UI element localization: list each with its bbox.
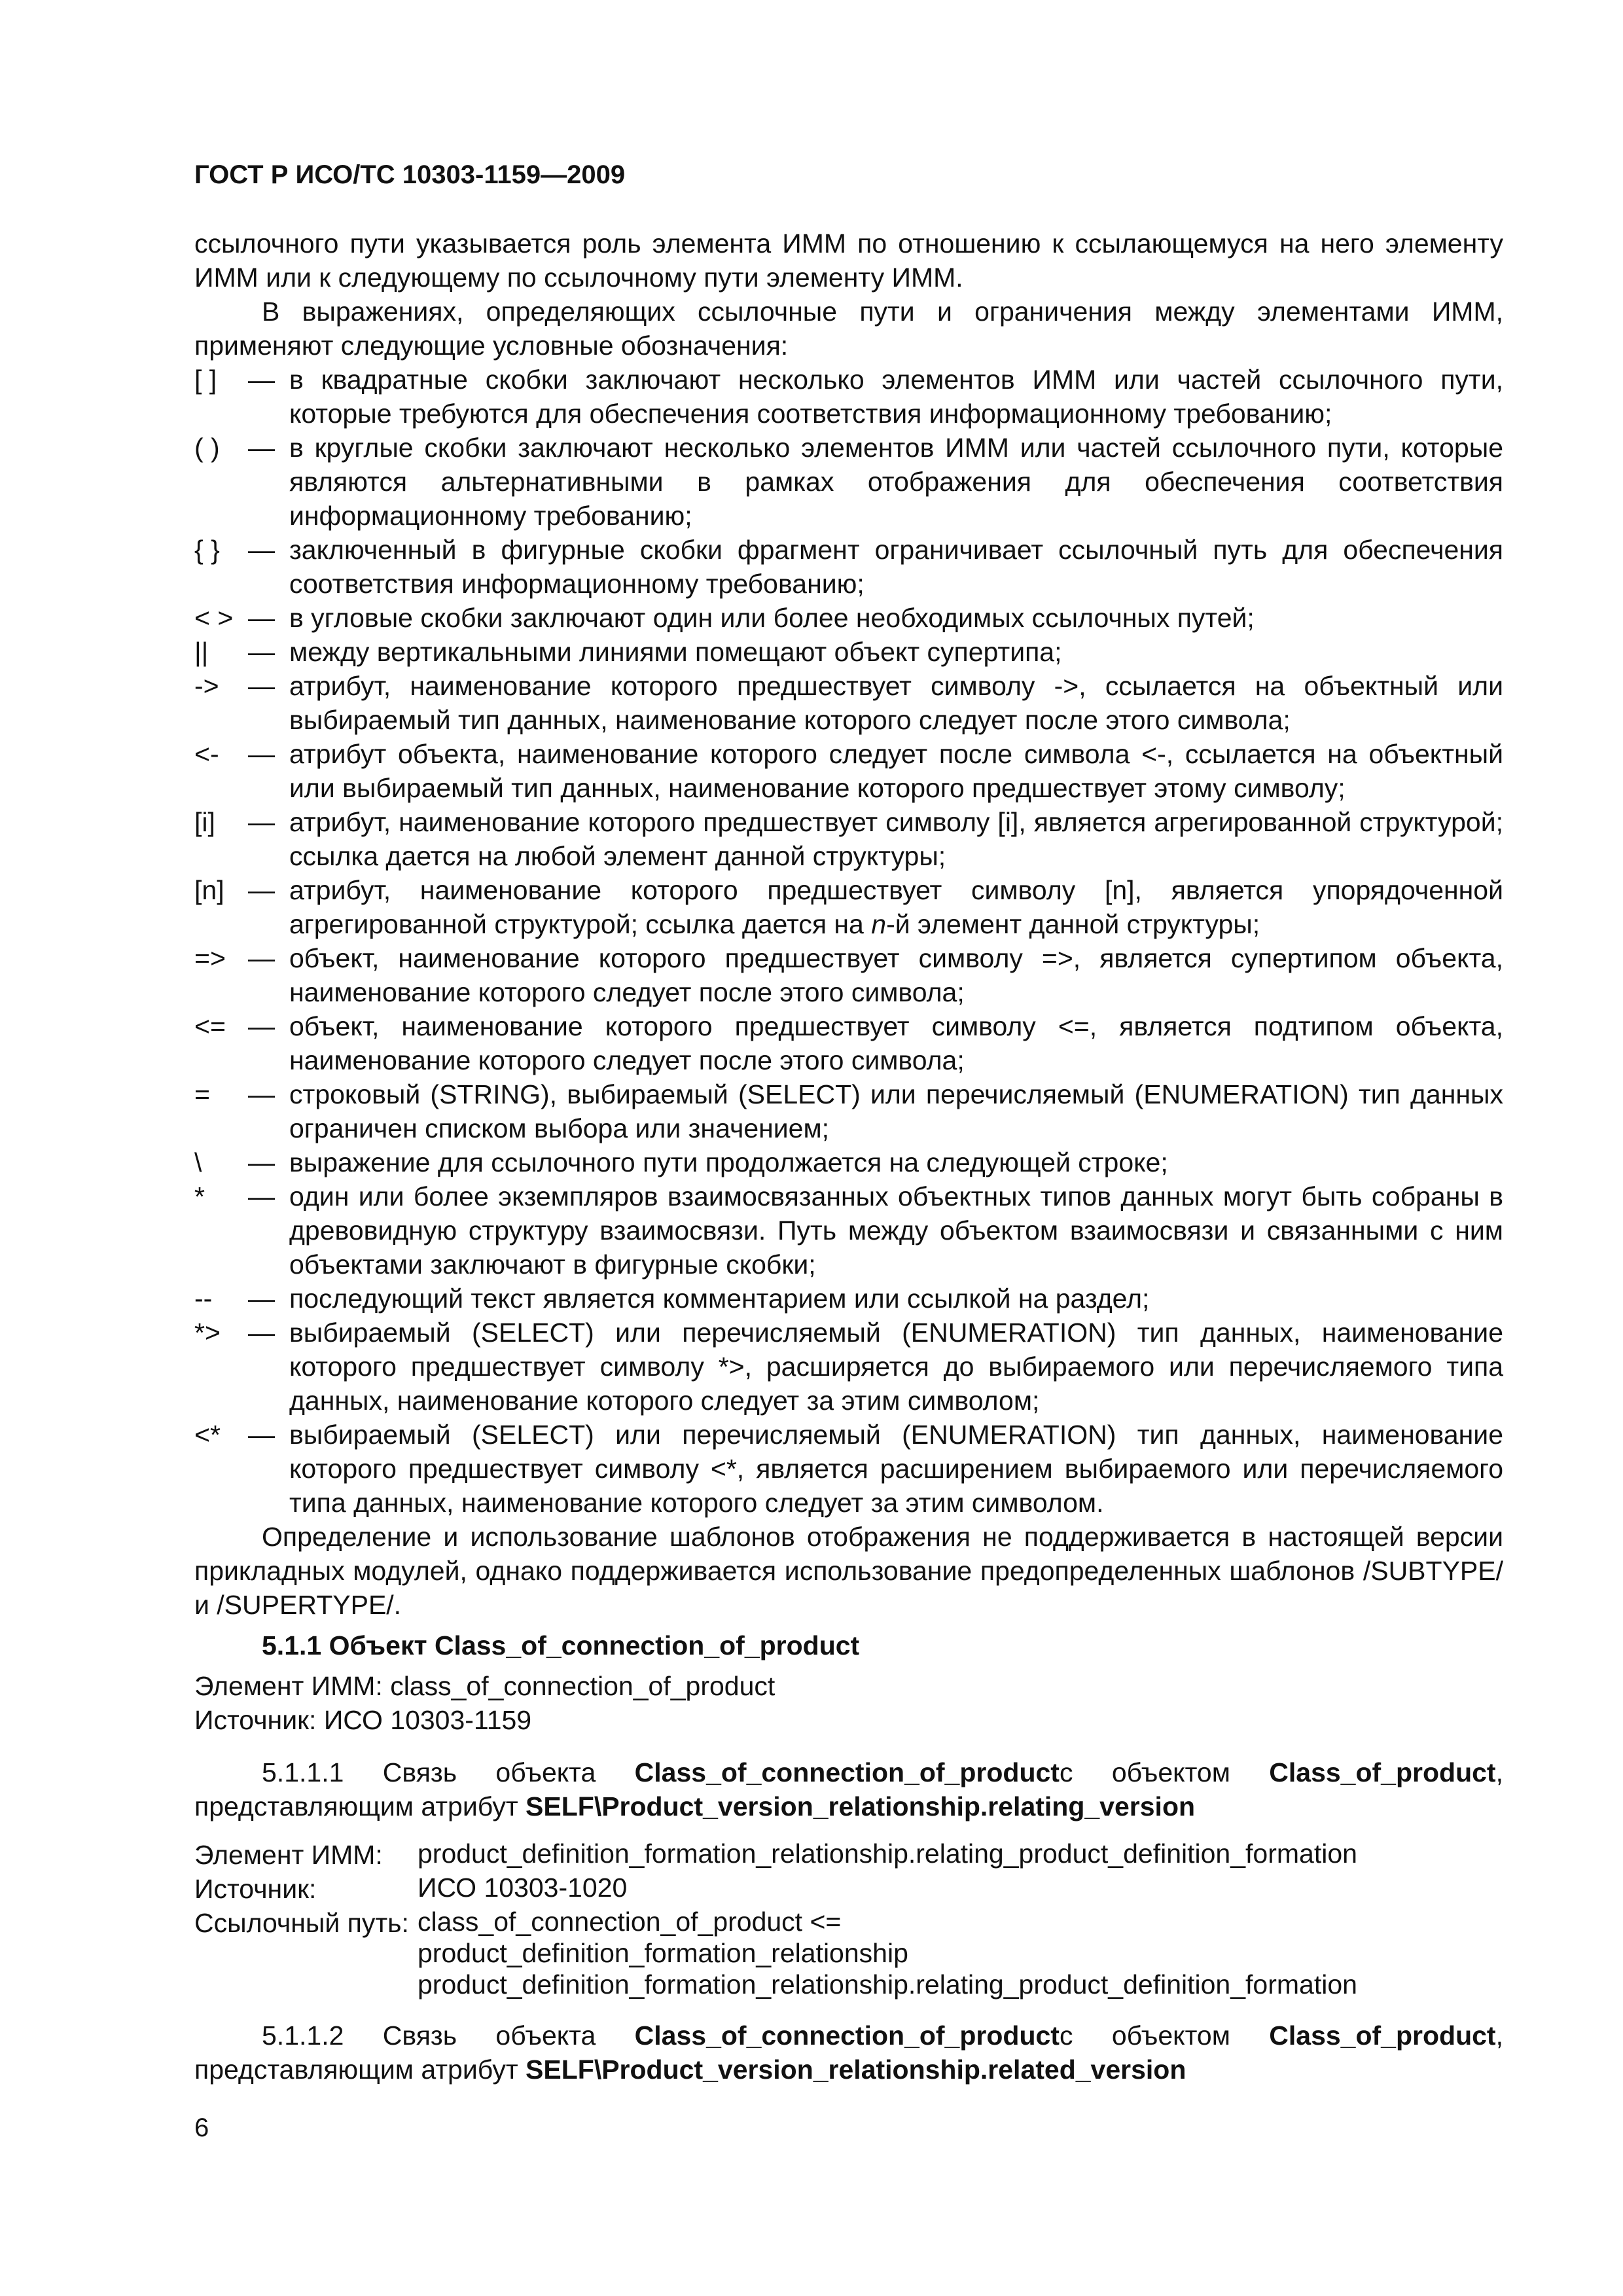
em-dash: — xyxy=(248,637,275,667)
subsection-number: 5.1.1.2 xyxy=(262,2020,344,2051)
mapping-row-source xyxy=(194,1872,1503,1906)
notation-symbol: [ ] xyxy=(194,365,217,395)
subsection-text: с объектом xyxy=(1059,2020,1230,2051)
mapping-row-path xyxy=(194,1906,1503,2000)
notation-symbol: < > xyxy=(194,603,234,633)
subsection-5-1-1-2-title xyxy=(194,2018,1503,2087)
notation-symbol: * xyxy=(194,1181,205,1211)
em-dash: — xyxy=(248,433,275,463)
em-dash: — xyxy=(248,1147,275,1177)
notation-item xyxy=(194,431,1503,533)
notation-list xyxy=(194,363,1503,1520)
object-name: Class_of_connection_of_product xyxy=(634,2020,1060,2051)
em-dash: — xyxy=(248,739,275,769)
notation-item xyxy=(194,1179,1503,1282)
notation-definition: последующий текст является комментарием или ссылкой на раздел; xyxy=(289,1283,1150,1314)
mapping-value: ИСО 10303-1020 xyxy=(418,1873,628,1903)
notation-definition: в квадратные скобки заключают несколько элементов ИММ или частей ссылочного пути, которые требуются для обеспечения соответствия информационному требованию; xyxy=(289,365,1503,429)
em-dash: — xyxy=(248,807,275,837)
notation-symbol: <* xyxy=(194,1420,221,1450)
subsection-text: , представляющим атрибут xyxy=(194,2020,1503,2085)
notation-item xyxy=(194,1009,1503,1077)
notation-symbol: = xyxy=(194,1079,210,1109)
notation-symbol: { } xyxy=(194,535,220,565)
em-dash: — xyxy=(248,603,275,633)
mapping-label: Источник: xyxy=(194,1874,317,1904)
em-dash: — xyxy=(248,535,275,565)
notation-item xyxy=(194,363,1503,431)
notation-symbol: -> xyxy=(194,671,219,701)
source-line: Источник: ИСО 10303-1159 xyxy=(194,1705,532,1735)
notation-definition: один или более экземпляров взаимосвязанных объектных типов данных могут быть собраны в древовидную структуру взаимосвязи. Путь между объектом взаимосвязи и связанными с ним объектами заключают в фигурные скобки; xyxy=(289,1181,1503,1280)
em-dash: — xyxy=(248,671,275,701)
notation-item xyxy=(194,873,1503,941)
object-name: Class_of_product xyxy=(1269,1757,1496,1787)
notation-definition: между вертикальными линиями помещают объект супертипа; xyxy=(289,637,1062,667)
notation-definition: выбираемый (SELECT) или перечисляемый (ENUMERATION) тип данных, наименование которого предшествует символу *>, расширяется до выбираемого или перечисляемого типа данных, наименование которого следует за этим символом; xyxy=(289,1318,1503,1416)
notation-item xyxy=(194,1316,1503,1418)
notation-symbol: -- xyxy=(194,1283,213,1314)
notation-item xyxy=(194,941,1503,1009)
notation-symbol: ( ) xyxy=(194,433,220,463)
subsection-text: с объектом xyxy=(1059,1757,1230,1787)
templates-note: Определение и использование шаблонов отображения не поддерживается в настоящей версии прикладных модулей, однако поддерживается использование предопределенных шаблонов /SUBTYPE/ и /SUPERTYPE/. xyxy=(194,1522,1503,1620)
object-name: Class_of_product xyxy=(1269,2020,1496,2051)
notation-definition: атрибут, наименование которого предшествует символу ->, ссылается на объектный или выбираемый тип данных, наименование которого следует после этого символа; xyxy=(289,671,1503,735)
em-dash: — xyxy=(248,365,275,395)
notation-symbol: || xyxy=(194,637,209,667)
notation-symbol: [i] xyxy=(194,807,215,837)
subsection-text: Связь объекта xyxy=(382,2020,596,2051)
notation-item xyxy=(194,533,1503,601)
mapping-table xyxy=(194,1838,1503,2000)
notation-definition: атрибут, наименование которого предшествует символу [i], является агрегированной структурой; ссылка дается на любой элемент данной структуры; xyxy=(289,807,1503,871)
notation-item xyxy=(194,805,1503,873)
notation-symbol: <= xyxy=(194,1011,226,1041)
notation-definition: выбираемый (SELECT) или перечисляемый (ENUMERATION) тип данных, наименование которого предшествует символу <*, является расширением выбираемого или перечисляемого типа данных, наименование которого следует за этим символом. xyxy=(289,1420,1503,1518)
notation-item xyxy=(194,635,1503,669)
em-dash: — xyxy=(248,1079,275,1109)
notation-definition: выражение для ссылочного пути продолжается на следующей строке; xyxy=(289,1147,1168,1177)
subsection-text: Связь объекта xyxy=(382,1757,596,1787)
mapping-label: Ссылочный путь: xyxy=(194,1908,409,1938)
notation-definition: объект, наименование которого предшествует символу <=, является подтипом объекта, наименование которого следует после этого символа; xyxy=(289,1011,1503,1075)
mapping-label: Элемент ИММ: xyxy=(194,1840,383,1870)
notation-item xyxy=(194,601,1503,635)
notation-symbol: *> xyxy=(194,1318,221,1348)
em-dash: — xyxy=(248,875,275,905)
attribute-name: SELF\Product_version_relationship.related_version xyxy=(526,2054,1186,2085)
subsection-number: 5.1.1.1 xyxy=(262,1757,344,1787)
attribute-name: SELF\Product_version_relationship.relating_version xyxy=(526,1791,1196,1821)
em-dash: — xyxy=(248,1318,275,1348)
subsection-5-1-1-1-title xyxy=(194,1755,1503,1823)
em-dash: — xyxy=(248,1181,275,1211)
element-line: Элемент ИММ: class_of_connection_of_product xyxy=(194,1671,776,1701)
document-body xyxy=(194,226,1503,2087)
notation-symbol: => xyxy=(194,943,226,973)
page-header: ГОСТ Р ИСО/ТС 10303-1159—2009 xyxy=(194,160,626,189)
em-dash: — xyxy=(248,1420,275,1450)
notation-definition: заключенный в фигурные скобки фрагмент ограничивает ссылочный путь для обеспечения соответствия информационному требованию; xyxy=(289,535,1503,599)
notation-definition: в круглые скобки заключают несколько элементов ИММ или частей ссылочного пути, которые являются альтернативными в рамках отображения для обеспечения соответствия информационному требованию; xyxy=(289,433,1503,531)
mapping-value: product_definition_formation_relationship.relating_product_definition_formation xyxy=(418,1839,1357,1869)
notation-definition: объект, наименование которого предшествует символу =>, является супертипом объекта, наименование которого следует после этого символа; xyxy=(289,943,1503,1007)
em-dash: — xyxy=(248,1011,275,1041)
section-heading-5-1-1: 5.1.1 Объект Class_of_connection_of_product xyxy=(262,1630,860,1660)
notation-item xyxy=(194,1418,1503,1520)
em-dash: — xyxy=(248,1283,275,1314)
notation-intro-paragraph: В выражениях, определяющих ссылочные пути и ограничения между элементами ИММ, применяют следующие условные обозначения: xyxy=(194,296,1503,361)
em-dash: — xyxy=(248,943,275,973)
notation-definition: строковый (STRING), выбираемый (SELECT) или перечисляемый (ENUMERATION) тип данных ограничен списком выбора или значением; xyxy=(289,1079,1503,1143)
page-number: 6 xyxy=(194,2113,209,2142)
notation-item xyxy=(194,1282,1503,1316)
notation-item xyxy=(194,737,1503,805)
notation-definition: атрибут объекта, наименование которого следует после символа <-, ссылается на объектный или выбираемый тип данных, наименование которого предшествует этому символу; xyxy=(289,739,1503,803)
mapping-row-element xyxy=(194,1838,1503,1872)
notation-symbol: \ xyxy=(194,1147,202,1177)
subsection-text: , представляющим атрибут xyxy=(194,1757,1503,1821)
reference-path-line: class_of_connection_of_product <= xyxy=(418,1907,842,1937)
notation-item xyxy=(194,669,1503,737)
reference-path-line: product_definition_formation_relationship xyxy=(418,1938,908,1968)
intro-paragraph: ссылочного пути указывается роль элемента ИММ по отношению к ссылающемуся на него элементу ИММ или к следующему по ссылочному пути элементу ИММ. xyxy=(194,228,1503,293)
notation-definition: в угловые скобки заключают один или более необходимых ссылочных путей; xyxy=(289,603,1255,633)
notation-item xyxy=(194,1145,1503,1179)
reference-path-line: product_definition_formation_relationship.relating_product_definition_formation xyxy=(418,1969,1357,2000)
notation-symbol: [n] xyxy=(194,875,224,905)
notation-definition: атрибут, наименование которого предшествует символу [n], является упорядоченной агрегированной структурой; ссылка дается на n-й элемент данной структуры; xyxy=(289,875,1503,939)
notation-item xyxy=(194,1077,1503,1145)
notation-symbol: <- xyxy=(194,739,219,769)
object-name: Class_of_connection_of_product xyxy=(634,1757,1060,1787)
